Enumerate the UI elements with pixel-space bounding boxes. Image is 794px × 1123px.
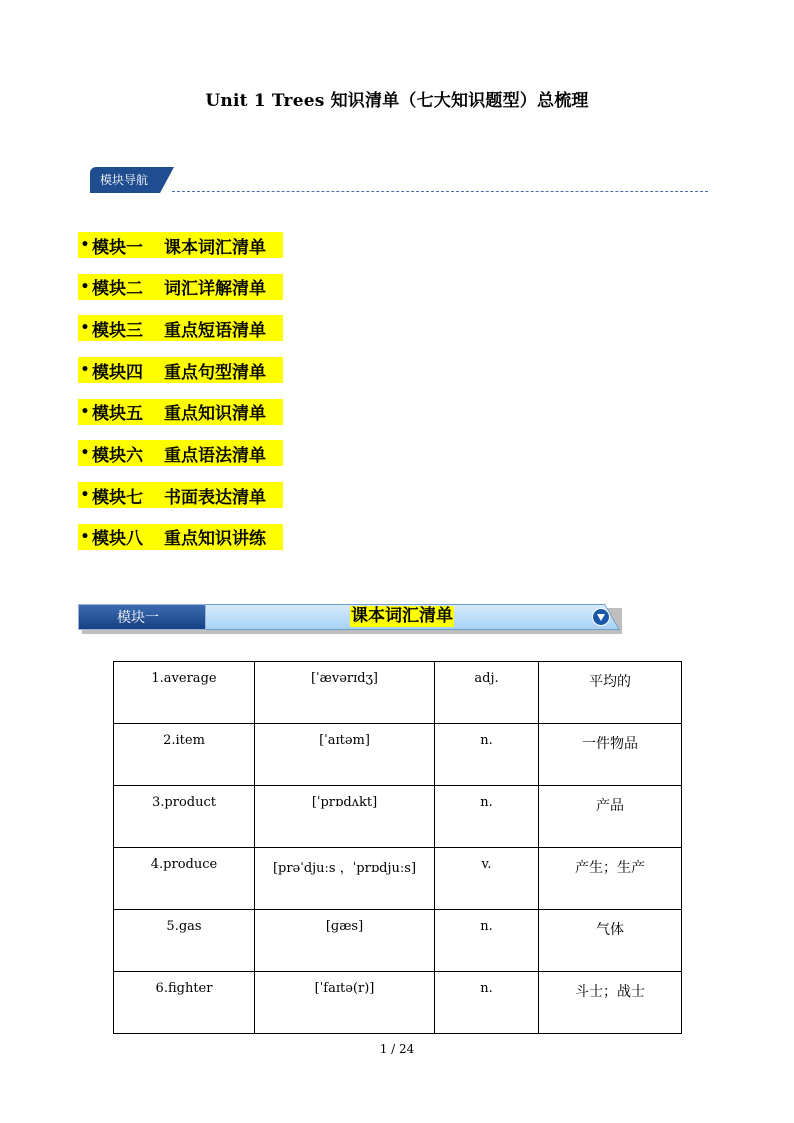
pos-cell: n.: [435, 910, 539, 972]
module-item-1[interactable]: [78, 232, 283, 258]
vocabulary-table: [113, 661, 682, 1034]
module-name: 书面表达清单: [164, 487, 266, 508]
chevron-down-circle-icon[interactable]: [592, 608, 610, 626]
module-name: 重点句型清单: [164, 362, 266, 383]
word-cell: 5.gas: [114, 910, 255, 972]
module-name: 重点知识清单: [164, 404, 266, 425]
table-row: [114, 972, 682, 1034]
banner-module-label: 模块一: [78, 604, 206, 630]
word-cell: 2.item: [114, 724, 255, 786]
nav-tab-corner: [160, 167, 174, 193]
meaning-cell: 一件物品: [539, 724, 682, 786]
meaning-cell: 斗士；战士: [539, 972, 682, 1034]
module-number: 模块五: [92, 404, 143, 425]
module-name: 重点语法清单: [164, 445, 266, 466]
pos-cell: v.: [435, 848, 539, 910]
bullet-icon: •: [80, 528, 90, 545]
module-number: 模块七: [92, 487, 143, 508]
module-item-8[interactable]: [78, 524, 283, 550]
module-number: 模块三: [92, 320, 143, 341]
meaning-cell: 平均的: [539, 662, 682, 724]
phonetic-cell: [ˈprɒdʌkt]: [255, 786, 435, 848]
module-item-2[interactable]: [78, 274, 283, 300]
module-item-3[interactable]: [78, 315, 283, 341]
table-row: [114, 724, 682, 786]
bullet-icon: •: [80, 320, 90, 337]
bullet-icon: •: [80, 237, 90, 253]
module-item-7[interactable]: [78, 482, 283, 508]
module-number: 模块六: [92, 445, 143, 466]
bullet-icon: •: [80, 445, 90, 462]
bullet-icon: •: [80, 362, 90, 379]
module-item-6[interactable]: [78, 440, 283, 466]
pos-cell: adj.: [435, 662, 539, 724]
module-list: [78, 232, 283, 566]
table-row: [114, 848, 682, 910]
module-number: 模块八: [92, 529, 143, 550]
table-row: [114, 910, 682, 972]
phonetic-cell: [ˈfaɪtə(r)]: [255, 972, 435, 1034]
pos-cell: n.: [435, 972, 539, 1034]
module-number: 模块四: [92, 362, 143, 383]
page-number: 1 / 24: [379, 1042, 415, 1056]
word-cell: 1.average: [114, 662, 255, 724]
meaning-cell: 产生；生产: [539, 848, 682, 910]
nav-divider: [172, 191, 708, 192]
document-title: Unit 1 Trees 知识清单（七大知识题型）总梳理: [205, 91, 589, 111]
section-title: 课本词汇清单: [351, 606, 453, 626]
phonetic-cell: [ˈaɪtəm]: [255, 724, 435, 786]
module-name: 重点短语清单: [164, 320, 266, 341]
module-name: 课本词汇清单: [164, 237, 266, 258]
module-item-4[interactable]: [78, 357, 283, 383]
module-navigation-tab: 模块导航: [90, 167, 160, 193]
word-cell: 3.product: [114, 786, 255, 848]
bullet-icon: •: [80, 403, 90, 420]
table-row: [114, 786, 682, 848]
bullet-icon: •: [80, 487, 90, 504]
pos-cell: n.: [435, 724, 539, 786]
pos-cell: n.: [435, 786, 539, 848]
section-banner: [78, 604, 620, 632]
word-cell: 4.produce: [114, 848, 255, 910]
phonetic-cell: [ɡæs]: [255, 910, 435, 972]
meaning-cell: 产品: [539, 786, 682, 848]
bullet-icon: •: [80, 278, 90, 295]
phonetic-cell: [ˈævərɪdʒ]: [255, 662, 435, 724]
meaning-cell: 气体: [539, 910, 682, 972]
phonetic-cell: [prəˈdjuːs ，ˈprɒdjuːs]: [255, 848, 435, 910]
module-number: 模块二: [92, 279, 143, 300]
module-name: 重点知识讲练: [164, 529, 266, 550]
module-item-5[interactable]: [78, 399, 283, 425]
word-cell: 6.fighter: [114, 972, 255, 1034]
module-name: 词汇详解清单: [164, 279, 266, 300]
module-number: 模块一: [92, 237, 143, 258]
table-row: [114, 662, 682, 724]
